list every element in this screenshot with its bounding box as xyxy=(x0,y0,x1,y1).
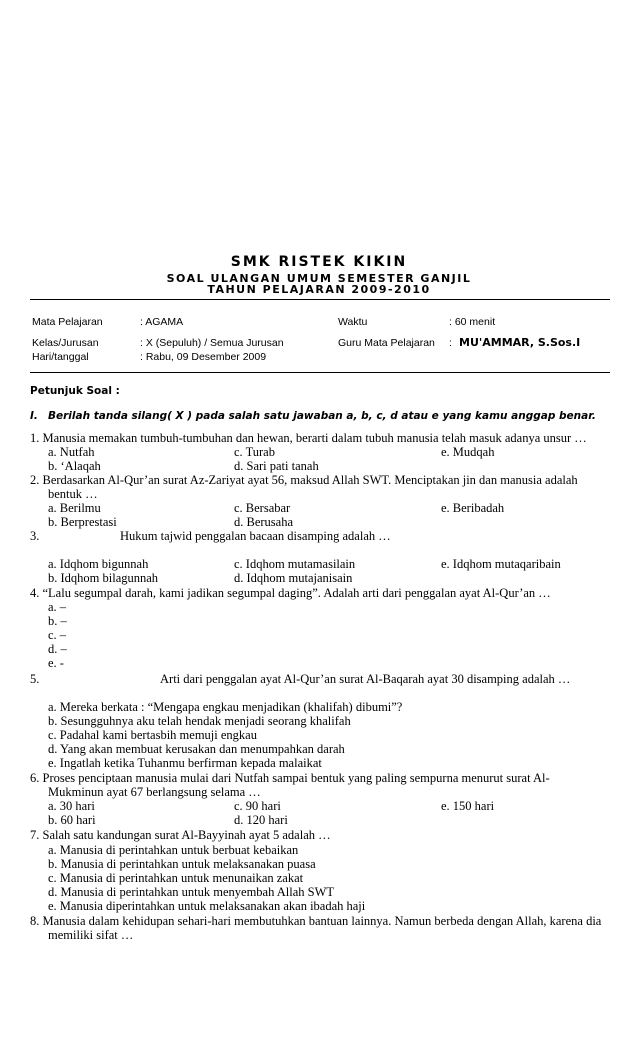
header-divider xyxy=(30,299,610,300)
q7-option-a: a. Manusia di perintahkan untuk berbuat kebaikan xyxy=(48,843,299,857)
q3-option-c: c. Idqhom mutamasilain xyxy=(234,557,356,571)
subject-label: Mata Pelajaran xyxy=(32,316,103,328)
question-7: 7. Salah satu kandungan surat Al-Bayyinah ayat 5 adalah … xyxy=(30,828,331,842)
instructions-title: Petunjuk Soal : xyxy=(30,385,120,397)
q6-option-d: d. 120 hari xyxy=(234,813,288,827)
q1-option-a: a. Nutfah xyxy=(48,445,95,459)
q7-option-b: b. Manusia di perintahkan untuk melaksanakan puasa xyxy=(48,857,316,871)
q5-option-e: e. Ingatlah ketika Tuhanmu berfirman kepada malaikat xyxy=(48,756,322,770)
q3-option-b: b. Idqhom bilagunnah xyxy=(48,571,159,585)
exam-title: SOAL ULANGAN UMUM SEMESTER GANJIL xyxy=(166,272,472,285)
q5-option-c: c. Padahal kami bertasbih memuji engkau xyxy=(48,728,257,742)
teacher-label: Guru Mata Pelajaran xyxy=(338,337,435,349)
q2-option-d: d. Berusaha xyxy=(234,515,294,529)
q1-option-e: e. Mudqah xyxy=(441,445,495,459)
q1-option-b: b. ‘Alaqah xyxy=(48,459,101,473)
q5-option-a: a. Mereka berkata : “Mengapa engkau menjadikan (khalifah) dibumi”? xyxy=(48,700,403,714)
time-value: : 60 menit xyxy=(449,316,496,328)
q7-option-d: d. Manusia di perintahkan untuk menyembah Allah SWT xyxy=(48,885,335,899)
q3-option-a: a. Idqhom bigunnah xyxy=(48,557,149,571)
question-2: 2. Berdasarkan Al-Qur’an surat Az-Zariyat ayat 56, maksud Allah SWT. Menciptakan jin dan manusia adalah xyxy=(30,473,578,487)
question-8: 8. Manusia dalam kehidupan sehari-hari membutuhkan bantuan lainnya. Namun berbeda dengan Allah, karena dia xyxy=(30,914,602,928)
question-5-number: 5. xyxy=(30,672,40,686)
teacher-value: MU'AMMAR, S.Sos.I xyxy=(459,336,581,349)
day-label: Hari/tanggal xyxy=(32,351,89,363)
q4-option-c: c. – xyxy=(48,628,67,642)
class-value: : X (Sepuluh) / Semua Jurusan xyxy=(140,337,284,349)
q6-option-e: e. 150 hari xyxy=(441,799,495,813)
q2-option-b: b. Berprestasi xyxy=(48,515,117,529)
question-5: Arti dari penggalan ayat Al-Qur’an surat Al-Baqarah ayat 30 disamping adalah … xyxy=(160,672,571,686)
question-4: 4. “Lalu segumpal darah, kami jadikan segumpal daging”. Adalah arti dari penggalan ayat Al-Qur’an … xyxy=(30,586,551,600)
q4-option-a: a. – xyxy=(48,600,67,614)
question-3: Hukum tajwid penggalan bacaan disamping adalah … xyxy=(120,529,391,543)
question-2-cont: bentuk … xyxy=(48,487,98,501)
question-3-number: 3. xyxy=(30,529,40,543)
q1-option-c: c. Turab xyxy=(234,445,275,459)
q4-option-e: e. - xyxy=(48,656,64,670)
q4-option-d: d. – xyxy=(48,642,67,656)
section-instruction: Berilah tanda silang( X ) pada salah satu jawaban a, b, c, d atau e yang kamu anggap benar. xyxy=(48,410,596,422)
q3-option-d: d. Idqhom mutajanisain xyxy=(234,571,353,585)
subject-value: : AGAMA xyxy=(140,316,184,328)
q7-option-e: e. Manusia diperintahkan untuk melaksanakan akan ibadah haji xyxy=(48,899,366,913)
q1-option-d: d. Sari pati tanah xyxy=(234,459,319,473)
teacher-colon: : xyxy=(449,337,452,349)
q2-option-e: e. Beribadah xyxy=(441,501,505,515)
question-6: 6. Proses penciptaan manusia mulai dari Nutfah sampai bentuk yang paling sempurna menurut surat Al- xyxy=(30,771,550,785)
q6-option-c: c. 90 hari xyxy=(234,799,281,813)
question-6-cont: Mukminun ayat 67 berlangsung selama … xyxy=(48,785,261,799)
q5-option-d: d. Yang akan membuat kerusakan dan menumpahkan darah xyxy=(48,742,345,756)
q6-option-b: b. 60 hari xyxy=(48,813,96,827)
school-name: SMK RISTEK KIKIN xyxy=(230,254,408,270)
time-label: Waktu xyxy=(338,316,368,328)
q2-option-c: c. Bersabar xyxy=(234,501,291,515)
question-1: 1. Manusia memakan tumbuh-tumbuhan dan hewan, berarti dalam tubuh manusia telah masuk adanya unsur … xyxy=(30,431,587,445)
q2-option-a: a. Berilmu xyxy=(48,501,101,515)
q7-option-c: c. Manusia di perintahkan untuk menunaikan zakat xyxy=(48,871,304,885)
question-8-cont: memiliki sifat … xyxy=(48,928,134,942)
q3-option-e: e. Idqhom mutaqaribain xyxy=(441,557,561,571)
info-divider xyxy=(30,372,610,373)
class-label: Kelas/Jurusan xyxy=(32,337,99,349)
q6-option-a: a. 30 hari xyxy=(48,799,95,813)
q4-option-b: b. – xyxy=(48,614,67,628)
section-number: I. xyxy=(30,410,38,422)
q5-option-b: b. Sesungguhnya aku telah hendak menjadi seorang khalifah xyxy=(48,714,351,728)
academic-year: TAHUN PELAJARAN 2009-2010 xyxy=(207,283,431,296)
day-value: : Rabu, 09 Desember 2009 xyxy=(140,351,267,363)
